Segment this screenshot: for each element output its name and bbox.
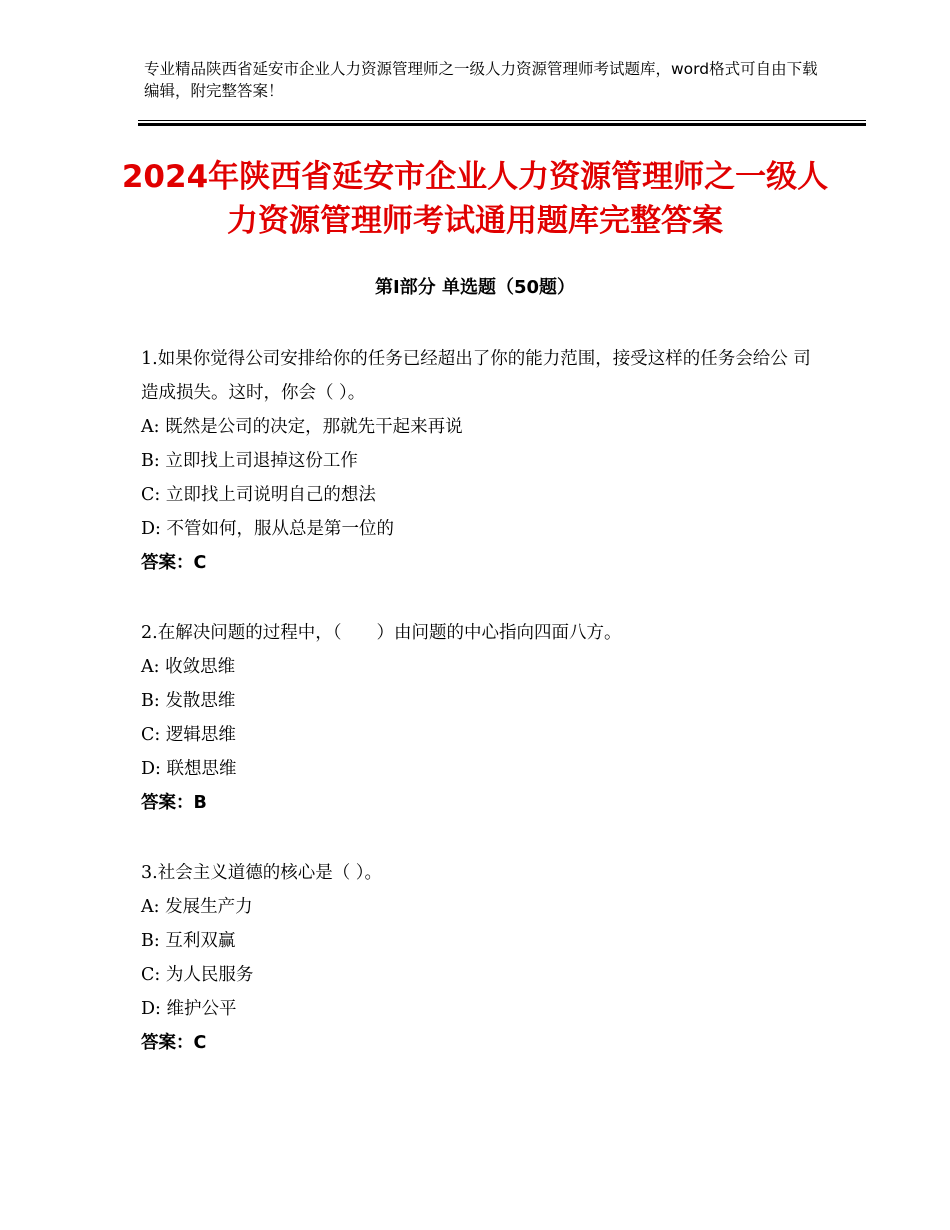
option-c: C: 立即找上司说明自己的想法 bbox=[141, 485, 376, 505]
question-list bbox=[141, 342, 821, 1096]
answer: 答案：C bbox=[141, 553, 207, 573]
option-a: A: 发展生产力 bbox=[141, 897, 253, 917]
question-stem: 3.社会主义道德的核心是（ ）。 bbox=[141, 863, 383, 883]
question-2 bbox=[141, 616, 821, 820]
question-1 bbox=[141, 342, 821, 580]
answer: 答案：B bbox=[141, 793, 207, 813]
question-stem: 2.在解决问题的过程中，（ ）由问题的中心指向四面八方。 bbox=[141, 623, 622, 643]
question-stem: 1.如果你觉得公司安排给你的任务已经超出了你的能力范围，接受这样的任务会给公 司造成损失。这时，你会（ ）。 bbox=[141, 349, 811, 403]
header-note: 专业精品陕西省延安市企业人力资源管理师之一级人力资源管理师考试题库，word格式可自由下载编辑，附完整答案！ bbox=[144, 60, 818, 100]
option-b: B: 立即找上司退掉这份工作 bbox=[141, 451, 358, 471]
header-rule-thin bbox=[138, 120, 866, 121]
section-heading: 第Ⅰ部分 单选题（50题） bbox=[374, 277, 575, 298]
header-rule-thick bbox=[138, 123, 866, 126]
option-b: B: 互利双赢 bbox=[141, 931, 236, 951]
document-title: 2024年陕西省延安市企业人力资源管理师之一级人力资源管理师考试通用题库完整答案 bbox=[121, 159, 829, 239]
option-c: C: 逻辑思维 bbox=[141, 725, 236, 745]
question-3 bbox=[141, 856, 821, 1060]
option-d: D: 不管如何，服从总是第一位的 bbox=[141, 519, 394, 539]
option-d: D: 维护公平 bbox=[141, 999, 237, 1019]
option-a: A: 收敛思维 bbox=[141, 657, 236, 677]
option-c: C: 为人民服务 bbox=[141, 965, 254, 985]
option-a: A: 既然是公司的决定，那就先干起来再说 bbox=[141, 417, 463, 437]
option-b: B: 发散思维 bbox=[141, 691, 236, 711]
answer: 答案：C bbox=[141, 1033, 207, 1053]
option-d: D: 联想思维 bbox=[141, 759, 237, 779]
